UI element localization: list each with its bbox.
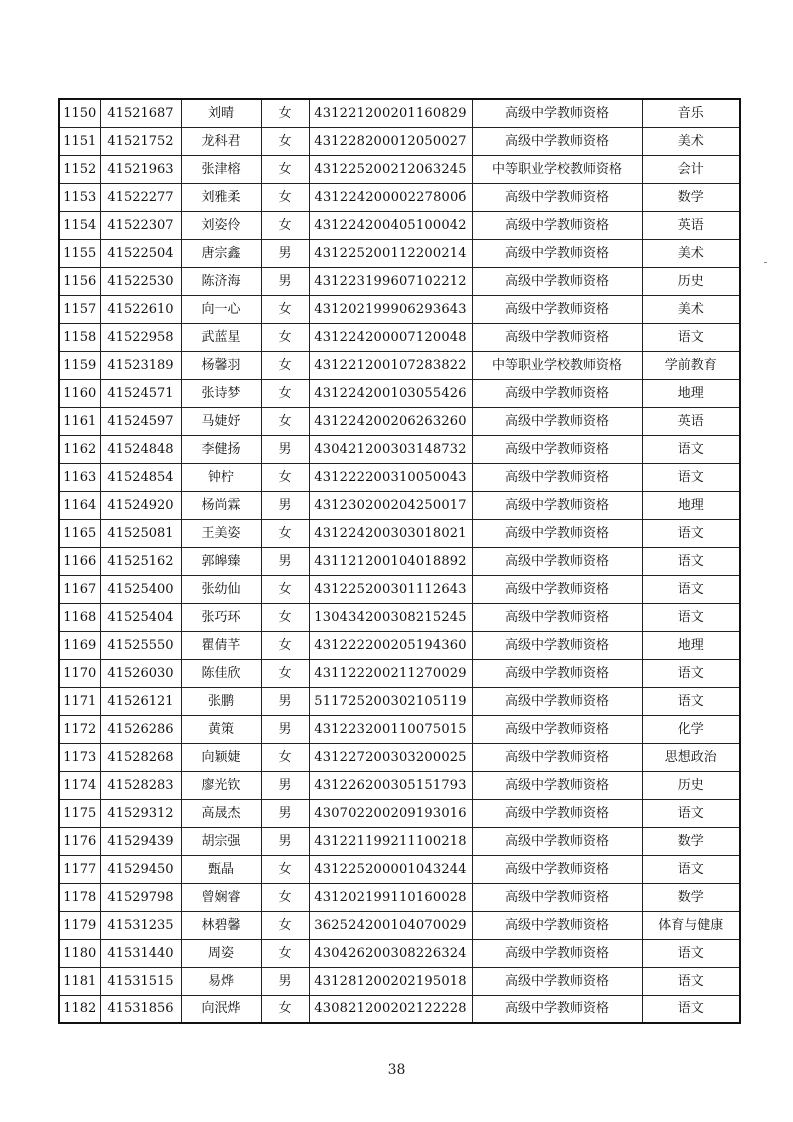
candidate-number-cell: 41529439 — [100, 827, 181, 855]
table-row — [59, 715, 740, 743]
row-number-cell: 1151 — [59, 127, 100, 155]
subject-cell: 英语 — [642, 407, 740, 435]
name-cell: 廖光钦 — [181, 771, 261, 799]
gender-cell: 女 — [261, 211, 309, 239]
name-cell: 王美姿 — [181, 519, 261, 547]
subject-cell: 美术 — [642, 239, 740, 267]
id-number-cell: 431224200303018021 — [309, 519, 472, 547]
row-number-cell: 1176 — [59, 827, 100, 855]
row-number-cell: 1160 — [59, 379, 100, 407]
name-cell: 唐宗鑫 — [181, 239, 261, 267]
name-cell: 郭皞臻 — [181, 547, 261, 575]
table-row — [59, 323, 740, 351]
table-row — [59, 183, 740, 211]
candidate-number-cell: 41525400 — [100, 575, 181, 603]
subject-cell: 会计 — [642, 155, 740, 183]
id-number-cell: 431122200211270029 — [309, 659, 472, 687]
candidate-number-cell: 41524597 — [100, 407, 181, 435]
table-row — [59, 239, 740, 267]
candidate-number-cell: 41531856 — [100, 995, 181, 1023]
row-number-cell: 1153 — [59, 183, 100, 211]
table-row — [59, 631, 740, 659]
certificate-type-cell: 高级中学教师资格 — [472, 127, 642, 155]
certificate-type-cell: 高级中学教师资格 — [472, 547, 642, 575]
id-number-cell: 430426200308226324 — [309, 939, 472, 967]
candidate-table-body — [59, 99, 740, 1023]
id-number-cell: 431226200305151793 — [309, 771, 472, 799]
gender-cell: 男 — [261, 267, 309, 295]
table-row — [59, 687, 740, 715]
gender-cell: 女 — [261, 379, 309, 407]
name-cell: 陈济海 — [181, 267, 261, 295]
candidate-number-cell: 41526286 — [100, 715, 181, 743]
row-number-cell: 1168 — [59, 603, 100, 631]
name-cell: 甄晶 — [181, 855, 261, 883]
subject-cell: 数学 — [642, 883, 740, 911]
certificate-type-cell: 高级中学教师资格 — [472, 211, 642, 239]
gender-cell: 女 — [261, 995, 309, 1023]
subject-cell: 数学 — [642, 827, 740, 855]
gender-cell: 女 — [261, 323, 309, 351]
row-number-cell: 1179 — [59, 911, 100, 939]
name-cell: 瞿倩芊 — [181, 631, 261, 659]
subject-cell: 语文 — [642, 967, 740, 995]
subject-cell: 语文 — [642, 939, 740, 967]
id-number-cell: 431225200212063245 — [309, 155, 472, 183]
table-row — [59, 855, 740, 883]
table-row — [59, 211, 740, 239]
gender-cell: 女 — [261, 155, 309, 183]
row-number-cell: 1175 — [59, 799, 100, 827]
row-number-cell: 1162 — [59, 435, 100, 463]
row-number-cell: 1161 — [59, 407, 100, 435]
name-cell: 张诗梦 — [181, 379, 261, 407]
certificate-type-cell: 高级中学教师资格 — [472, 239, 642, 267]
name-cell: 向一心 — [181, 295, 261, 323]
table-row — [59, 295, 740, 323]
gender-cell: 女 — [261, 743, 309, 771]
subject-cell: 语文 — [642, 687, 740, 715]
subject-cell: 语文 — [642, 995, 740, 1023]
certificate-type-cell: 高级中学教师资格 — [472, 183, 642, 211]
certificate-type-cell: 高级中学教师资格 — [472, 463, 642, 491]
table-row — [59, 463, 740, 491]
row-number-cell: 1157 — [59, 295, 100, 323]
name-cell: 刘晴 — [181, 99, 261, 127]
certificate-type-cell: 高级中学教师资格 — [472, 267, 642, 295]
row-number-cell: 1163 — [59, 463, 100, 491]
certificate-type-cell: 高级中学教师资格 — [472, 379, 642, 407]
certificate-type-cell: 高级中学教师资格 — [472, 743, 642, 771]
gender-cell: 女 — [261, 659, 309, 687]
id-number-cell: 430702200209193016 — [309, 799, 472, 827]
name-cell: 林碧馨 — [181, 911, 261, 939]
row-number-cell: 1159 — [59, 351, 100, 379]
row-number-cell: 1174 — [59, 771, 100, 799]
table-row — [59, 771, 740, 799]
name-cell: 李健扬 — [181, 435, 261, 463]
row-number-cell: 1164 — [59, 491, 100, 519]
row-number-cell: 1171 — [59, 687, 100, 715]
name-cell: 曾娴睿 — [181, 883, 261, 911]
subject-cell: 地理 — [642, 379, 740, 407]
candidate-number-cell: 41529798 — [100, 883, 181, 911]
id-number-cell: 431230200204250017 — [309, 491, 472, 519]
id-number-cell: 431224200206263260 — [309, 407, 472, 435]
candidate-number-cell: 41524571 — [100, 379, 181, 407]
subject-cell: 化学 — [642, 715, 740, 743]
candidate-number-cell: 41524848 — [100, 435, 181, 463]
candidate-number-cell: 41528268 — [100, 743, 181, 771]
id-number-cell: 431222200310050043 — [309, 463, 472, 491]
table-row — [59, 435, 740, 463]
table-row — [59, 379, 740, 407]
name-cell: 陈佳欣 — [181, 659, 261, 687]
certificate-type-cell: 高级中学教师资格 — [472, 855, 642, 883]
id-number-cell: 430821200202122228 — [309, 995, 472, 1023]
candidate-number-cell: 41529450 — [100, 855, 181, 883]
table-row — [59, 883, 740, 911]
page-number: 38 — [387, 1062, 406, 1078]
row-number-cell: 1170 — [59, 659, 100, 687]
subject-cell: 历史 — [642, 771, 740, 799]
gender-cell: 女 — [261, 603, 309, 631]
row-number-cell: 1173 — [59, 743, 100, 771]
table-row — [59, 127, 740, 155]
name-cell: 杨尚霖 — [181, 491, 261, 519]
id-number-cell: 362524200104070029 — [309, 911, 472, 939]
row-number-cell: 1177 — [59, 855, 100, 883]
name-cell: 刘雅柔 — [181, 183, 261, 211]
gender-cell: 男 — [261, 491, 309, 519]
table-row — [59, 743, 740, 771]
gender-cell: 女 — [261, 407, 309, 435]
table-row — [59, 407, 740, 435]
candidate-number-cell: 41521752 — [100, 127, 181, 155]
subject-cell: 美术 — [642, 127, 740, 155]
candidate-number-cell: 41524920 — [100, 491, 181, 519]
candidate-number-cell: 41528283 — [100, 771, 181, 799]
certificate-type-cell: 高级中学教师资格 — [472, 883, 642, 911]
certificate-type-cell: 高级中学教师资格 — [472, 631, 642, 659]
id-number-cell: 431225200112200214 — [309, 239, 472, 267]
table-row — [59, 939, 740, 967]
name-cell: 黄策 — [181, 715, 261, 743]
table-row — [59, 267, 740, 295]
certificate-type-cell: 高级中学教师资格 — [472, 659, 642, 687]
subject-cell: 历史 — [642, 267, 740, 295]
certificate-type-cell: 高级中学教师资格 — [472, 687, 642, 715]
certificate-type-cell: 高级中学教师资格 — [472, 575, 642, 603]
certificate-type-cell: 高级中学教师资格 — [472, 771, 642, 799]
row-number-cell: 1166 — [59, 547, 100, 575]
name-cell: 易烨 — [181, 967, 261, 995]
row-number-cell: 1156 — [59, 267, 100, 295]
subject-cell: 语文 — [642, 323, 740, 351]
certificate-type-cell: 高级中学教师资格 — [472, 827, 642, 855]
row-number-cell: 1180 — [59, 939, 100, 967]
id-number-cell: 431224200405100042 — [309, 211, 472, 239]
id-number-cell: 431224200007120048 — [309, 323, 472, 351]
name-cell: 向颖婕 — [181, 743, 261, 771]
row-number-cell: 1158 — [59, 323, 100, 351]
subject-cell: 美术 — [642, 295, 740, 323]
subject-cell: 英语 — [642, 211, 740, 239]
id-number-cell: 511725200302105119 — [309, 687, 472, 715]
candidate-number-cell: 41525081 — [100, 519, 181, 547]
gender-cell: 女 — [261, 575, 309, 603]
id-number-cell: 431202199110160028 — [309, 883, 472, 911]
gender-cell: 女 — [261, 99, 309, 127]
subject-cell: 语文 — [642, 855, 740, 883]
table-row — [59, 547, 740, 575]
subject-cell: 音乐 — [642, 99, 740, 127]
certificate-type-cell: 高级中学教师资格 — [472, 603, 642, 631]
subject-cell: 语文 — [642, 463, 740, 491]
candidate-number-cell: 41525162 — [100, 547, 181, 575]
certificate-type-cell: 高级中学教师资格 — [472, 715, 642, 743]
row-number-cell: 1172 — [59, 715, 100, 743]
row-number-cell: 1154 — [59, 211, 100, 239]
candidate-number-cell: 41522277 — [100, 183, 181, 211]
gender-cell: 男 — [261, 715, 309, 743]
row-number-cell: 1150 — [59, 99, 100, 127]
id-number-cell: 431221200107283822 — [309, 351, 472, 379]
id-number-cell: 431223200110075015 — [309, 715, 472, 743]
certificate-type-cell: 中等职业学校教师资格 — [472, 351, 642, 379]
gender-cell: 男 — [261, 967, 309, 995]
table-row — [59, 491, 740, 519]
candidate-number-cell: 41521963 — [100, 155, 181, 183]
certificate-type-cell: 高级中学教师资格 — [472, 967, 642, 995]
table-row — [59, 659, 740, 687]
subject-cell: 语文 — [642, 435, 740, 463]
name-cell: 向泯烨 — [181, 995, 261, 1023]
candidate-number-cell: 41531235 — [100, 911, 181, 939]
table-row — [59, 99, 740, 127]
table-row — [59, 799, 740, 827]
subject-cell: 数学 — [642, 183, 740, 211]
candidate-number-cell: 41531515 — [100, 967, 181, 995]
gender-cell: 男 — [261, 799, 309, 827]
row-number-cell: 1178 — [59, 883, 100, 911]
id-number-cell: 431221200201160829 — [309, 99, 472, 127]
table-row — [59, 155, 740, 183]
id-number-cell: 431227200303200025 — [309, 743, 472, 771]
gender-cell: 女 — [261, 939, 309, 967]
table-row — [59, 575, 740, 603]
gender-cell: 女 — [261, 519, 309, 547]
name-cell: 张幼仙 — [181, 575, 261, 603]
row-number-cell: 1155 — [59, 239, 100, 267]
gender-cell: 女 — [261, 295, 309, 323]
table-row — [59, 827, 740, 855]
name-cell: 张鹏 — [181, 687, 261, 715]
id-number-cell: 431121200104018892 — [309, 547, 472, 575]
certificate-type-cell: 高级中学教师资格 — [472, 911, 642, 939]
name-cell: 杨馨羽 — [181, 351, 261, 379]
candidate-number-cell: 41522610 — [100, 295, 181, 323]
name-cell: 钟柠 — [181, 463, 261, 491]
name-cell: 张津榕 — [181, 155, 261, 183]
name-cell: 张巧环 — [181, 603, 261, 631]
subject-cell: 体育与健康 — [642, 911, 740, 939]
gender-cell: 女 — [261, 911, 309, 939]
gender-cell: 男 — [261, 687, 309, 715]
row-number-cell: 1169 — [59, 631, 100, 659]
row-number-cell: 1152 — [59, 155, 100, 183]
gender-cell: 女 — [261, 463, 309, 491]
subject-cell: 地理 — [642, 631, 740, 659]
candidate-number-cell: 41529312 — [100, 799, 181, 827]
name-cell: 龙科君 — [181, 127, 261, 155]
certificate-type-cell: 高级中学教师资格 — [472, 995, 642, 1023]
name-cell: 周姿 — [181, 939, 261, 967]
subject-cell: 语文 — [642, 603, 740, 631]
gender-cell: 女 — [261, 855, 309, 883]
candidate-number-cell: 41525404 — [100, 603, 181, 631]
candidate-number-cell: 41521687 — [100, 99, 181, 127]
table-row — [59, 911, 740, 939]
certificate-type-cell: 高级中学教师资格 — [472, 519, 642, 547]
id-number-cell: 431224200103055426 — [309, 379, 472, 407]
subject-cell: 语文 — [642, 547, 740, 575]
subject-cell: 语文 — [642, 575, 740, 603]
candidate-number-cell: 41522504 — [100, 239, 181, 267]
candidate-number-cell: 41525550 — [100, 631, 181, 659]
id-number-cell: 431202199906293643 — [309, 295, 472, 323]
subject-cell: 学前教育 — [642, 351, 740, 379]
candidate-number-cell: 41523189 — [100, 351, 181, 379]
id-number-cell: 130434200308215245 — [309, 603, 472, 631]
candidate-number-cell: 41522958 — [100, 323, 181, 351]
row-number-cell: 1182 — [59, 995, 100, 1023]
name-cell: 刘姿伶 — [181, 211, 261, 239]
gender-cell: 女 — [261, 351, 309, 379]
candidate-number-cell: 41522307 — [100, 211, 181, 239]
row-number-cell: 1165 — [59, 519, 100, 547]
gender-cell: 女 — [261, 127, 309, 155]
row-number-cell: 1167 — [59, 575, 100, 603]
candidate-number-cell: 41526121 — [100, 687, 181, 715]
id-number-cell: 431225200301112643 — [309, 575, 472, 603]
id-number-cell: 431228200012050027 — [309, 127, 472, 155]
subject-cell: 语文 — [642, 519, 740, 547]
certificate-type-cell: 高级中学教师资格 — [472, 407, 642, 435]
gender-cell: 女 — [261, 631, 309, 659]
gender-cell: 女 — [261, 183, 309, 211]
name-cell: 武蓝星 — [181, 323, 261, 351]
certificate-type-cell: 高级中学教师资格 — [472, 939, 642, 967]
subject-cell: 语文 — [642, 659, 740, 687]
certificate-type-cell: 高级中学教师资格 — [472, 491, 642, 519]
candidate-number-cell: 41522530 — [100, 267, 181, 295]
id-number-cell: 431222200205194360 — [309, 631, 472, 659]
candidate-number-cell: 41524854 — [100, 463, 181, 491]
table-row — [59, 603, 740, 631]
subject-cell: 思想政治 — [642, 743, 740, 771]
table-row — [59, 519, 740, 547]
id-number-cell: 43122420000227800б — [309, 183, 472, 211]
candidate-number-cell: 41526030 — [100, 659, 181, 687]
gender-cell: 男 — [261, 547, 309, 575]
candidate-table — [58, 98, 741, 1024]
name-cell: 胡宗强 — [181, 827, 261, 855]
id-number-cell: 430421200303148732 — [309, 435, 472, 463]
id-number-cell: 431221199211100218 — [309, 827, 472, 855]
subject-cell: 语文 — [642, 799, 740, 827]
margin-mark — [764, 262, 767, 263]
certificate-type-cell: 中等职业学校教师资格 — [472, 155, 642, 183]
row-number-cell: 1181 — [59, 967, 100, 995]
candidate-number-cell: 41531440 — [100, 939, 181, 967]
gender-cell: 男 — [261, 827, 309, 855]
gender-cell: 男 — [261, 771, 309, 799]
id-number-cell: 431225200001043244 — [309, 855, 472, 883]
certificate-type-cell: 高级中学教师资格 — [472, 99, 642, 127]
certificate-type-cell: 高级中学教师资格 — [472, 435, 642, 463]
id-number-cell: 431223199607102212 — [309, 267, 472, 295]
gender-cell: 男 — [261, 239, 309, 267]
certificate-type-cell: 高级中学教师资格 — [472, 295, 642, 323]
gender-cell: 男 — [261, 435, 309, 463]
table-row — [59, 995, 740, 1023]
name-cell: 高晟杰 — [181, 799, 261, 827]
table-row — [59, 351, 740, 379]
table-row — [59, 967, 740, 995]
subject-cell: 地理 — [642, 491, 740, 519]
certificate-type-cell: 高级中学教师资格 — [472, 799, 642, 827]
id-number-cell: 431281200202195018 — [309, 967, 472, 995]
gender-cell: 女 — [261, 883, 309, 911]
certificate-type-cell: 高级中学教师资格 — [472, 323, 642, 351]
name-cell: 马婕妤 — [181, 407, 261, 435]
